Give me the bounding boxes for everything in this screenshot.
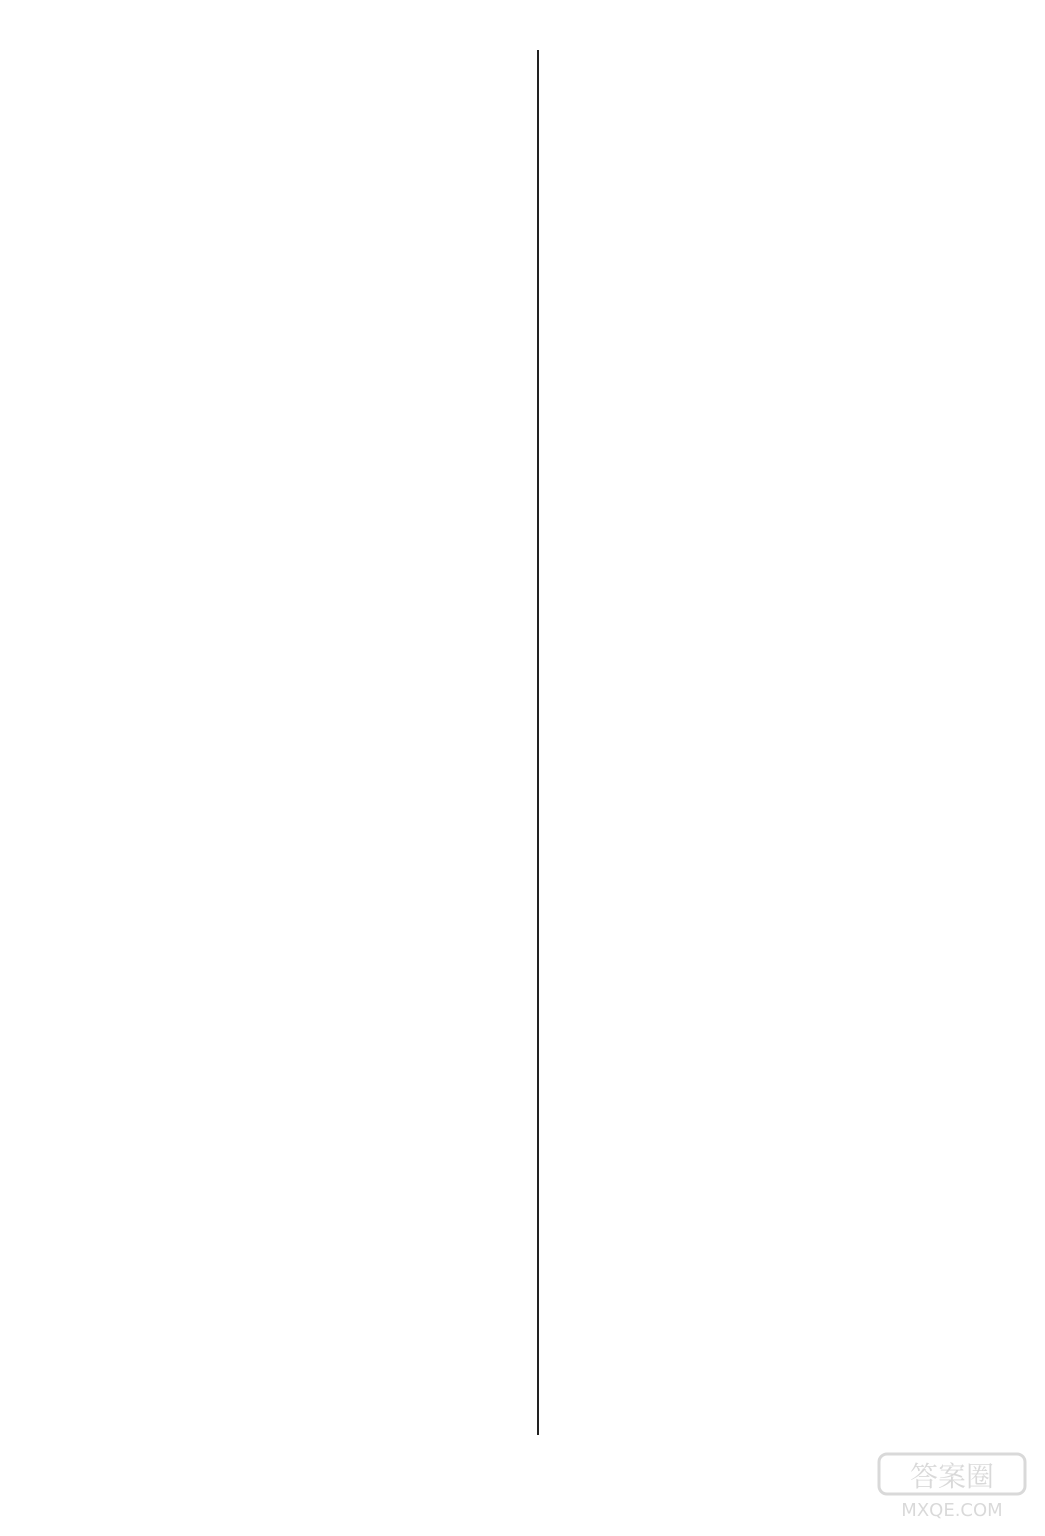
crossword-puzzle <box>660 430 930 740</box>
svg-text:答案圈: 答案圈 <box>909 1460 995 1493</box>
column-divider <box>537 50 539 1435</box>
svg-text:MXQE.COM: MXQE.COM <box>901 1500 1003 1521</box>
watermark-logo <box>877 1450 1027 1522</box>
